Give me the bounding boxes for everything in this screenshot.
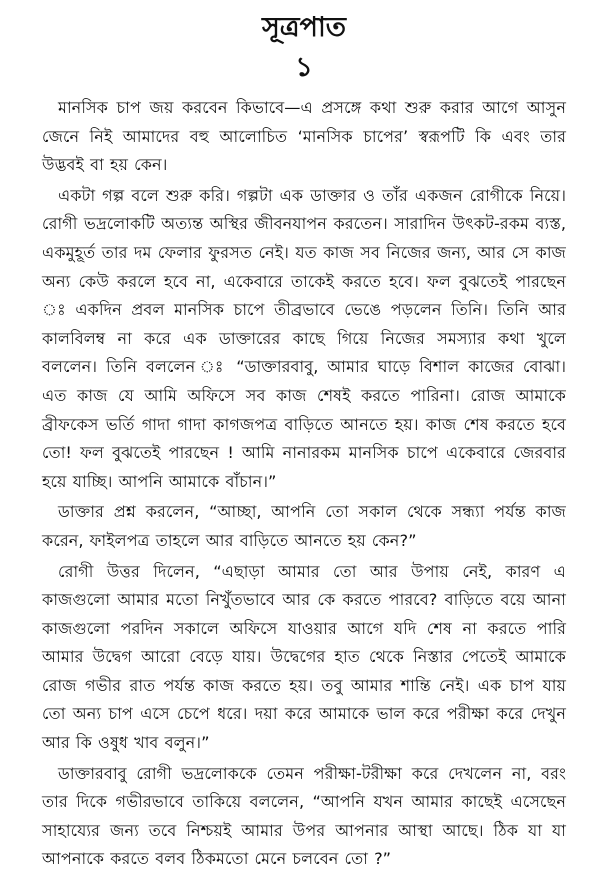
- paragraph-2: একটা গল্প বলে শুরু করি। গল্পটা এক ডাক্তার ও তাঁর একজন রোগীকে নিয়ে। রোগী ভদ্রলোকটি অত্যন্ত অস্থির জীবনযাপন করতেন। সারাদিন উৎকট-রকম ব্যস্ত, একমুহূর্ত তার দম ফেলার ফুরসত নেই। যত কাজ সব নিজের জন্য, আর সে কাজ অন্য কেউ করলে হবে না, একেবারে তাকেই করতে হবে। ফল বুঝতেই পারছেন ঃ একদিন প্রবল মানসিক চাপে তীব্রভাবে ভেঙে পড়লেন তিনি। তিনি আর কালবিলম্ব না করে এক ডাক্তারের কাছে গিয়ে নিজের সমস্যার কথা খুলে বললেন। তিনি বললেন ঃ “ডাক্তারবাবু, আমার ঘাড়ে বিশাল কাজের বোঝা। এত কাজ যে আমি অফিসে সব কাজ শেষই করতে পারিনা। রোজ আমাকে ব্রীফকেস ভর্তি গাদা গাদা কাগজপত্র বাড়িতে আনতে হয়। কাজ শেষ করতে হবে তো! ফল বুঝতেই পারছেন ! আমি নানারকম মানসিক চাপে একেবারে জেরবার হয়ে যাচ্ছি। আপনি আমাকে বাঁচান।”: [42, 185, 566, 491]
- chapter-title: সূত্রপাত: [261, 12, 347, 43]
- paragraph-4: রোগী উত্তর দিলেন, “এছাড়া আমার তো আর উপায় নেই, কারণ এ কাজগুলো আমার মতো নিখুঁতভাবে আর কে করতে পারবে? বাড়িতে বয়ে আনা কাজগুলো পরদিন সকালে অফিসে যাওয়ার আগে যদি শেষ না করতে পারি আমার উদ্বেগ আরো বেড়ে যায়। উদ্বেগের হাত থেকে নিস্তার পেতেই আমাকে রোজ গভীর রাত পর্যন্ত কাজ করতে হয়। তবু আমার শান্তি নেই। এক চাপ যায় তো অন্য চাপ এসে চেপে ধরে। দয়া করে আমাকে ভাল করে পরীক্ষা করে দেখুন আর কি ওষুধ খাব বলুন।”: [42, 561, 566, 753]
- body-text: [42, 94, 566, 874]
- chapter-number: ১: [295, 52, 313, 83]
- paragraph-1: মানসিক চাপ জয় করবেন কিভাবে—এ প্রসঙ্গে কথা শুরু করার আগে আসুন জেনে নিই আমাদের বহু আলোচিত ‘মানসিক চাপের’ স্বরূপটি কি এবং তার উদ্ভবই বা হয় কেন।: [42, 98, 566, 175]
- paragraph-5: ডাক্তারবাবু রোগী ভদ্রলোককে তেমন পরীক্ষা-টরীক্ষা করে দেখলেন না, বরং তার দিকে গভীরভাবে তাকিয়ে বললেন, “আপনি যখন আমার কাছেই এসেছেন সাহায্যের জন্য তবে নিশ্চয়ই আমার উপর আপনার আস্থা আছে। ঠিক যা যা আপনাকে করতে বলব ঠিকমতো মেনে চলবেন তো ?”: [42, 763, 566, 869]
- paragraph-3: ডাক্তার প্রশ্ন করলেন, “আচ্ছা, আপনি তো সকাল থেকে সন্ধ্যা পর্যন্ত কাজ করেন, ফাইলপত্র তাহলে আর বাড়িতে আনতে হয় কেন?”: [42, 502, 566, 550]
